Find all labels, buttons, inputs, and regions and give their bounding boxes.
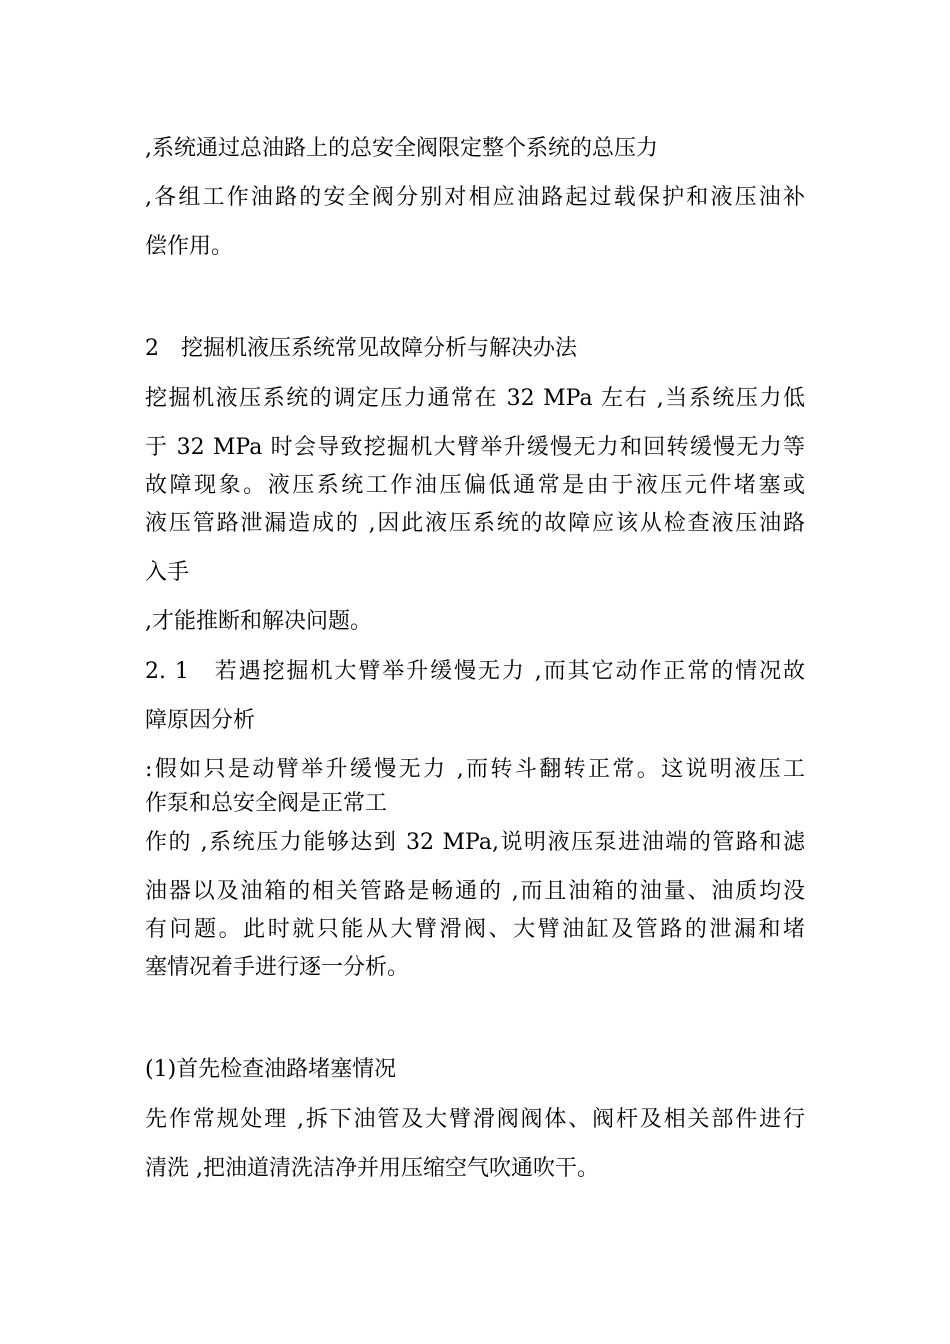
subsection-heading: 2. 1 若遇挖掘机大臂举升缓慢无力 ,而其它动作正常的情况故 <box>145 659 805 684</box>
paragraph-line: 偿作用。 <box>145 234 234 259</box>
paragraph-line: ,系统通过总油路上的总安全阀限定整个系统的总压力 <box>145 136 658 161</box>
paragraph-line: 塞情况着手进行逐一分析。 <box>145 955 410 980</box>
paragraph-line: 于 32 MPa 时会导致挖掘机大臂举升缓慢无力和回转缓慢无力等 <box>145 435 805 460</box>
paragraph-line: 故障现象。液压系统工作油压偏低通常是由于液压元件堵塞或 <box>145 473 805 498</box>
paragraph-line: 作的 ,系统压力能够达到 32 MPa,说明液压泵进油端的管路和滤 <box>145 830 805 855</box>
paragraph-line: 清洗 ,把油道清洗洁净并用压缩空气吹通吹干。 <box>145 1156 599 1181</box>
paragraph-line: 挖掘机液压系统的调定压力通常在 32 MPa 左右 ,当系统压力低 <box>145 386 805 411</box>
paragraph-line: ,才能推断和解决问题。 <box>145 609 372 634</box>
paragraph-line: 作泵和总安全阀是正常工 <box>145 791 388 816</box>
paragraph-line: 先作常规处理 ,拆下油管及大臂滑阀阀体、阀杆及相关部件进行 <box>145 1107 805 1132</box>
paragraph-line: 有问题。此时就只能从大臂滑阀、大臂油缸及管路的泄漏和堵 <box>145 917 805 942</box>
section-heading: 2 挖掘机液压系统常见故障分析与解决办法 <box>145 336 577 361</box>
paragraph-line: :假如只是动臂举升缓慢无力 ,而转斗翻转正常。这说明液压工 <box>145 757 805 782</box>
subsection-heading: (1)首先检查油路堵塞情况 <box>145 1057 397 1082</box>
paragraph-line: 入手 <box>145 560 190 585</box>
subsection-heading: 障原因分析 <box>145 708 256 733</box>
paragraph-line: 液压管路泄漏造成的 ,因此液压系统的故障应该从检查液压油路 <box>145 511 805 536</box>
paragraph-line: 油器以及油箱的相关管路是畅通的 ,而且油箱的油量、油质均没 <box>145 879 805 904</box>
paragraph-line: ,各组工作油路的安全阀分别对相应油路起过载保护和液压油补 <box>145 185 805 210</box>
